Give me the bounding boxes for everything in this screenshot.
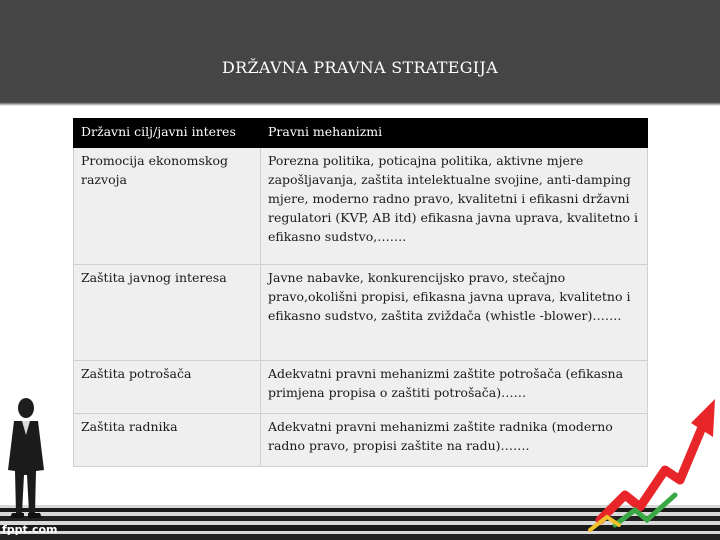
mechanism-cell: Adekvatni pravni mehanizmi zaštite potrošača (efikasna primjena propisa o zaštiti potrošača)……: [261, 361, 648, 414]
table-row: [74, 265, 648, 361]
table-row: [74, 148, 648, 265]
column-header-mechanisms: Pravni mehanizmi: [261, 119, 648, 148]
table-row: [74, 414, 648, 467]
watermark-text: fppt.com: [2, 523, 58, 536]
mechanism-cell: Adekvatni pravni mehanizmi zaštite radnika (moderno radno pravo, propisi zaštite na radu)…….: [261, 414, 648, 467]
goal-cell: Promocija ekonomskog razvoja: [74, 148, 261, 265]
businessman-figure: [0, 395, 55, 525]
table-header-row: [74, 119, 648, 148]
slide-title: DRŽAVNA PRAVNA STRATEGIJA: [222, 58, 498, 77]
header-band: [0, 0, 720, 105]
growth-arrow-icon: [585, 385, 720, 535]
goal-cell: Zaštita radnika: [74, 414, 261, 467]
goal-cell: Zaštita potrošača: [74, 361, 261, 414]
mechanism-cell: Porezna politika, poticajna politika, aktivne mjere zapošljavanja, zaštita intelektualne svojine, anti-damping mjere, moderno radno pravo, kvalitetni i efikasni državni regulatori (KVP, AB itd) efikasna javna uprava, kvalitetno i efikasno sudstvo,…….: [261, 148, 648, 265]
header-shadow: [0, 102, 720, 106]
strategy-table: [73, 118, 648, 467]
mechanism-cell: Javne nabavke, konkurencijsko pravo, stečajno pravo,okolišni propisi, efikasna javna uprava, kvalitetno i efikasno sudstvo, zaštita zviždača (whistle -blower)…….: [261, 265, 648, 361]
table-row: [74, 361, 648, 414]
column-header-goal: Državni cilj/javni interes: [74, 119, 261, 148]
goal-cell: Zaštita javnog interesa: [74, 265, 261, 361]
